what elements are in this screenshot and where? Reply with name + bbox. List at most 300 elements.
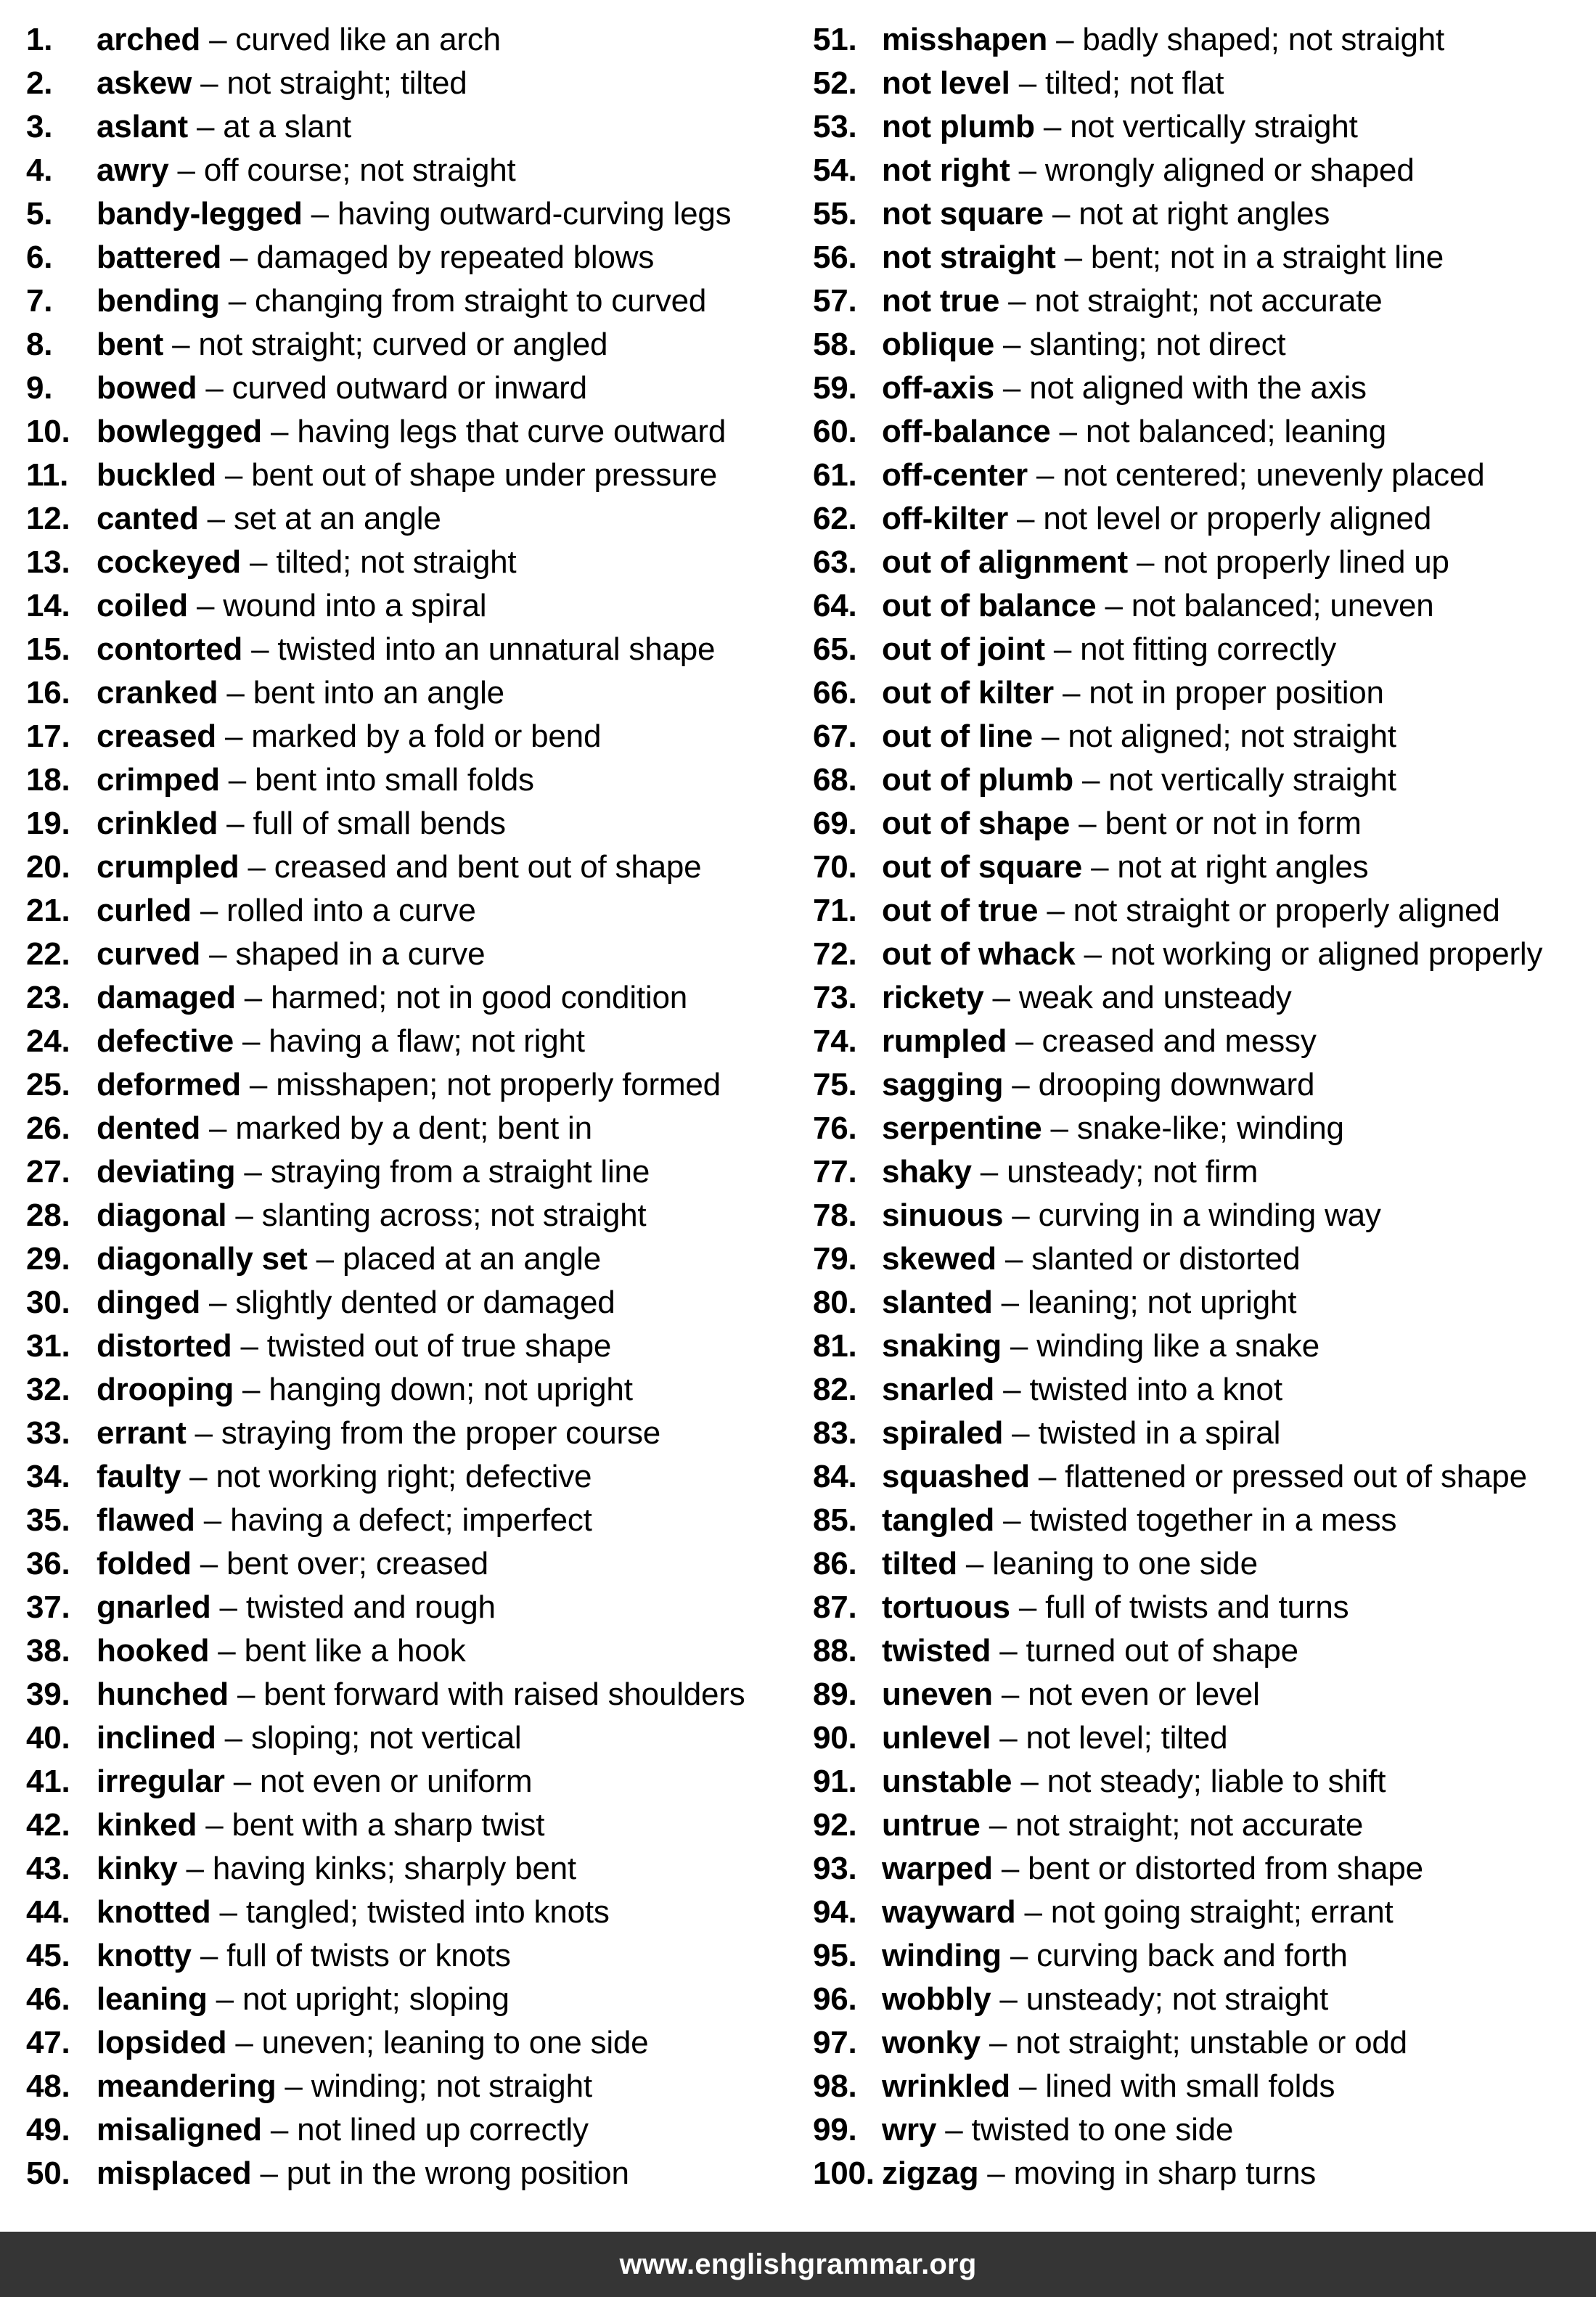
item-separator: –	[980, 1807, 1016, 1843]
item-body	[97, 1368, 633, 1412]
list-item	[813, 497, 1593, 541]
item-term: curled	[97, 893, 192, 928]
item-number: 20.	[26, 849, 70, 885]
item-definition: marked by a fold or bend	[251, 718, 602, 754]
item-number: 29.	[26, 1241, 70, 1277]
item-separator: –	[210, 1589, 246, 1625]
item-separator: –	[992, 1676, 1028, 1712]
item-term: slanted	[882, 1285, 993, 1320]
item-term: not true	[882, 283, 1000, 319]
item-body	[97, 758, 534, 802]
item-number: 34.	[26, 1459, 70, 1494]
item-body	[882, 671, 1384, 715]
item-separator: –	[163, 327, 199, 362]
item-number: 2.	[26, 65, 53, 101]
item-body	[882, 1020, 1317, 1063]
item-definition: not steady; liable to shift	[1047, 1764, 1386, 1799]
list-item	[813, 1107, 1593, 1150]
item-separator: –	[228, 1676, 264, 1712]
item-number: 16.	[26, 675, 70, 711]
item-number: 7.	[26, 283, 53, 319]
item-term: crumpled	[97, 849, 240, 885]
item-definition: not straight; tilted	[226, 65, 467, 101]
item-body	[97, 933, 485, 976]
item-body	[882, 236, 1444, 279]
item-number: 10.	[26, 414, 70, 449]
item-term: dinged	[97, 1285, 201, 1320]
item-term: spiraled	[882, 1415, 1004, 1451]
item-definition: twisted out of true shape	[266, 1328, 612, 1364]
item-separator: –	[999, 283, 1035, 319]
item-term: battered	[97, 239, 221, 275]
item-body	[882, 1237, 1300, 1281]
item-body	[882, 2021, 1407, 2065]
list-item	[813, 1194, 1593, 1237]
item-number: 87.	[813, 1589, 857, 1625]
item-number: 100.	[813, 2155, 875, 2191]
item-number: 51.	[813, 22, 857, 57]
item-number: 98.	[813, 2068, 857, 2104]
list-item	[813, 802, 1593, 845]
item-definition: bent or distorted from shape	[1028, 1851, 1423, 1886]
item-term: damaged	[97, 980, 236, 1015]
item-definition: not upright; sloping	[242, 1981, 510, 2017]
item-number: 18.	[26, 762, 70, 798]
item-definition: not aligned with the axis	[1029, 370, 1367, 406]
item-number: 26.	[26, 1110, 70, 1146]
list-item	[813, 1586, 1593, 1629]
item-definition: having legs that curve outward	[297, 414, 727, 449]
item-term: askew	[97, 65, 192, 101]
item-separator: –	[994, 327, 1030, 362]
list-item	[813, 1847, 1593, 1891]
item-body	[97, 1978, 510, 2021]
item-number: 74.	[813, 1023, 857, 1059]
item-definition: winding; not straight	[311, 2068, 592, 2104]
item-number: 5.	[26, 196, 53, 232]
item-separator: –	[232, 1328, 267, 1364]
item-term: not level	[882, 65, 1010, 101]
item-body	[97, 279, 706, 323]
item-definition: put in the wrong position	[286, 2155, 629, 2191]
item-number: 53.	[813, 109, 857, 144]
list-item	[26, 628, 788, 671]
list-item	[813, 628, 1593, 671]
item-body	[97, 1237, 601, 1281]
item-body	[882, 1716, 1227, 1760]
item-definition: not straight; unstable or odd	[1015, 2025, 1407, 2060]
list-item	[26, 1934, 788, 1978]
item-definition: not in proper position	[1089, 675, 1384, 711]
item-definition: not straight; not accurate	[1015, 1807, 1364, 1843]
item-number: 62.	[813, 501, 857, 536]
item-body	[882, 715, 1396, 758]
list-item	[813, 584, 1593, 628]
item-definition: bent like a hook	[244, 1633, 466, 1669]
item-term: misaligned	[97, 2112, 262, 2147]
list-item	[813, 1324, 1593, 1368]
item-term: bending	[97, 283, 220, 319]
item-definition: straying from a straight line	[270, 1154, 650, 1190]
list-item	[26, 1324, 788, 1368]
item-number: 52.	[813, 65, 857, 101]
item-body	[97, 1760, 532, 1803]
item-body	[97, 1803, 544, 1847]
item-term: contorted	[97, 631, 243, 667]
item-body	[97, 889, 476, 933]
list-item	[813, 1629, 1593, 1673]
item-body	[97, 1455, 592, 1499]
item-definition: moving in sharp turns	[1013, 2155, 1317, 2191]
item-number: 66.	[813, 675, 857, 711]
item-separator: –	[1082, 849, 1118, 885]
item-number: 27.	[26, 1154, 70, 1190]
item-body	[882, 1455, 1527, 1499]
item-number: 38.	[26, 1633, 70, 1669]
item-term: knotted	[97, 1894, 211, 1930]
item-term: twisted	[882, 1633, 991, 1669]
list-item	[26, 497, 788, 541]
item-number: 67.	[813, 718, 857, 754]
item-term: off-kilter	[882, 501, 1009, 536]
item-body	[97, 2152, 629, 2195]
item-number: 63.	[813, 544, 857, 580]
list-item	[26, 367, 788, 410]
item-body	[97, 497, 441, 541]
item-term: deviating	[97, 1154, 236, 1190]
list-item	[26, 1716, 788, 1760]
item-body	[97, 976, 687, 1020]
list-item	[813, 1020, 1593, 1063]
item-definition: twisted together in a mess	[1029, 1502, 1397, 1538]
item-separator: –	[240, 1067, 277, 1102]
item-definition: unsteady; not straight	[1026, 1981, 1328, 2017]
item-definition: bent into small folds	[255, 762, 534, 798]
item-number: 69.	[813, 806, 857, 841]
item-separator: –	[207, 1981, 242, 2017]
item-term: unstable	[882, 1764, 1012, 1799]
item-definition: twisted into a knot	[1029, 1372, 1282, 1407]
item-term: tilted	[882, 1546, 957, 1581]
item-separator: –	[234, 1372, 269, 1407]
list-item	[813, 1499, 1593, 1542]
item-definition: wrongly aligned or shaped	[1044, 152, 1415, 188]
item-body	[97, 192, 731, 236]
item-term: out of alignment	[882, 544, 1128, 580]
item-definition: curved like an arch	[235, 22, 501, 57]
item-number: 59.	[813, 370, 857, 406]
item-number: 71.	[813, 893, 857, 928]
item-body	[882, 802, 1362, 845]
item-separator: –	[992, 1851, 1028, 1886]
list-item	[26, 1586, 788, 1629]
item-definition: not straight; not accurate	[1034, 283, 1383, 319]
item-term: misplaced	[97, 2155, 252, 2191]
item-separator: –	[224, 1764, 261, 1799]
item-definition: not fitting correctly	[1080, 631, 1336, 667]
item-separator: –	[261, 414, 298, 449]
list-item	[26, 1237, 788, 1281]
item-number: 19.	[26, 806, 70, 841]
item-separator: –	[980, 2025, 1016, 2060]
list-item	[813, 715, 1593, 758]
item-separator: –	[191, 893, 227, 928]
item-number: 32.	[26, 1372, 70, 1407]
item-definition: at a slant	[223, 109, 351, 144]
item-definition: bent; not in a straight line	[1090, 239, 1444, 275]
list-item	[813, 541, 1593, 584]
item-definition: drooping downward	[1038, 1067, 1315, 1102]
item-separator: –	[1043, 196, 1079, 232]
item-term: bandy-legged	[97, 196, 303, 232]
item-body	[97, 541, 516, 584]
item-body	[882, 1629, 1298, 1673]
item-body	[882, 18, 1444, 62]
item-term: bowed	[97, 370, 197, 406]
item-number: 64.	[813, 588, 857, 623]
item-body	[882, 2152, 1316, 2195]
item-separator: –	[221, 239, 257, 275]
item-number: 57.	[813, 283, 857, 319]
item-number: 76.	[813, 1110, 857, 1146]
item-definition: bent over; creased	[226, 1546, 488, 1581]
list-item	[26, 671, 788, 715]
item-term: diagonally set	[97, 1241, 308, 1277]
item-term: out of true	[882, 893, 1039, 928]
list-item	[813, 105, 1593, 149]
item-number: 4.	[26, 152, 53, 188]
item-definition: not centered; unevenly placed	[1063, 457, 1485, 493]
item-term: not right	[882, 152, 1010, 188]
item-body	[882, 1368, 1282, 1412]
item-definition: not balanced; uneven	[1131, 588, 1434, 623]
item-body	[882, 1499, 1396, 1542]
item-body	[882, 889, 1500, 933]
item-body	[882, 410, 1386, 454]
item-definition: bent or not in form	[1105, 806, 1362, 841]
item-number: 93.	[813, 1851, 857, 1886]
item-number: 86.	[813, 1546, 857, 1581]
item-definition: bent with a sharp twist	[232, 1807, 545, 1843]
item-number: 91.	[813, 1764, 857, 1799]
item-separator: –	[1050, 414, 1086, 449]
item-separator: –	[957, 1546, 993, 1581]
item-number: 95.	[813, 1938, 857, 1973]
item-separator: –	[1070, 806, 1105, 841]
item-separator: –	[1075, 936, 1110, 972]
item-term: deformed	[97, 1067, 241, 1102]
item-body	[882, 1978, 1328, 2021]
item-number: 6.	[26, 239, 53, 275]
item-number: 28.	[26, 1197, 70, 1233]
item-term: meandering	[97, 2068, 277, 2104]
list-item	[26, 105, 788, 149]
list-item	[26, 758, 788, 802]
item-body	[97, 1629, 466, 1673]
list-item	[26, 1107, 788, 1150]
list-item	[813, 758, 1593, 802]
item-number: 47.	[26, 2025, 70, 2060]
item-body	[882, 1324, 1319, 1368]
item-separator: –	[994, 1372, 1030, 1407]
item-definition: not level; tilted	[1026, 1720, 1228, 1756]
item-term: defective	[97, 1023, 234, 1059]
item-definition: bent forward with raised shoulders	[263, 1676, 745, 1712]
item-definition: not at right angles	[1117, 849, 1369, 885]
item-body	[97, 584, 486, 628]
item-number: 13.	[26, 544, 70, 580]
list-item	[26, 1978, 788, 2021]
item-definition: not working or aligned properly	[1110, 936, 1543, 972]
item-term: crinkled	[97, 806, 218, 841]
item-term: untrue	[882, 1807, 981, 1843]
footer-banner	[0, 2232, 1596, 2297]
item-separator: –	[219, 283, 255, 319]
list-item	[813, 1542, 1593, 1586]
list-item	[813, 62, 1593, 105]
item-body	[882, 933, 1542, 976]
item-term: off-center	[882, 457, 1028, 493]
item-definition: full of small bends	[253, 806, 506, 841]
item-number: 92.	[813, 1807, 857, 1843]
list-item	[26, 1803, 788, 1847]
item-number: 35.	[26, 1502, 70, 1538]
item-definition: set at an angle	[233, 501, 441, 536]
item-number: 56.	[813, 239, 857, 275]
item-body	[882, 1063, 1314, 1107]
item-separator: –	[1007, 1023, 1042, 1059]
item-body	[882, 976, 1292, 1020]
item-definition: turned out of shape	[1026, 1633, 1298, 1669]
item-term: not plumb	[882, 109, 1035, 144]
item-definition: slanted or distorted	[1031, 1241, 1301, 1277]
item-term: bowlegged	[97, 414, 262, 449]
item-term: wrinkled	[882, 2068, 1010, 2104]
item-term: misshapen	[882, 22, 1048, 57]
list-item	[813, 1760, 1593, 1803]
item-body	[97, 1542, 488, 1586]
list-item	[813, 2065, 1593, 2108]
item-separator: –	[1055, 239, 1091, 275]
item-separator: –	[218, 675, 253, 711]
item-definition: lined with small folds	[1045, 2068, 1335, 2104]
list-item	[813, 845, 1593, 889]
item-term: distorted	[97, 1328, 232, 1364]
item-separator: –	[994, 1502, 1030, 1538]
list-item	[813, 1063, 1593, 1107]
list-item	[813, 889, 1593, 933]
item-number: 68.	[813, 762, 857, 798]
item-term: tortuous	[882, 1589, 1010, 1625]
item-definition: bent out of shape under pressure	[251, 457, 718, 493]
item-body	[882, 1194, 1381, 1237]
item-number: 30.	[26, 1285, 70, 1320]
item-number: 94.	[813, 1894, 857, 1930]
list-item	[813, 1412, 1593, 1455]
item-term: snaking	[882, 1328, 1002, 1364]
item-term: inclined	[97, 1720, 216, 1756]
item-body	[97, 62, 467, 105]
item-term: wry	[882, 2112, 937, 2147]
item-number: 23.	[26, 980, 70, 1015]
item-term: out of balance	[882, 588, 1097, 623]
item-separator: –	[1010, 2068, 1046, 2104]
item-number: 60.	[813, 414, 857, 449]
item-body	[97, 18, 501, 62]
item-definition: slightly dented or damaged	[235, 1285, 615, 1320]
item-separator: –	[1029, 1459, 1065, 1494]
item-term: errant	[97, 1415, 187, 1451]
item-number: 96.	[813, 1981, 857, 2017]
item-separator: –	[994, 370, 1030, 406]
list-item	[813, 1803, 1593, 1847]
item-body	[97, 1934, 511, 1978]
list-item	[813, 1673, 1593, 1716]
list-item	[813, 18, 1593, 62]
item-definition: not lined up correctly	[297, 2112, 589, 2147]
word-list-column-right	[813, 18, 1593, 2195]
item-body	[97, 1150, 650, 1194]
item-number: 42.	[26, 1807, 70, 1843]
item-number: 50.	[26, 2155, 70, 2191]
item-term: off-axis	[882, 370, 994, 406]
item-definition: tangled; twisted into knots	[245, 1894, 610, 1930]
item-term: coiled	[97, 588, 188, 623]
item-term: wonky	[882, 2025, 981, 2060]
item-term: rumpled	[882, 1023, 1007, 1059]
item-definition: sloping; not vertical	[250, 1720, 522, 1756]
item-body	[882, 584, 1434, 628]
item-term: sinuous	[882, 1197, 1004, 1233]
item-separator: –	[261, 2112, 298, 2147]
item-number: 15.	[26, 631, 70, 667]
item-separator: –	[197, 1807, 232, 1843]
item-term: dented	[97, 1110, 201, 1146]
item-term: off-balance	[882, 414, 1051, 449]
item-definition: having a flaw; not right	[269, 1023, 585, 1059]
item-number: 14.	[26, 588, 70, 623]
item-term: awry	[97, 152, 169, 188]
item-definition: creased and bent out of shape	[274, 849, 702, 885]
item-number: 46.	[26, 1981, 70, 2017]
item-number: 97.	[813, 2025, 857, 2060]
item-body	[97, 1847, 576, 1891]
item-separator: –	[1034, 109, 1071, 144]
item-body	[882, 1760, 1386, 1803]
item-term: lopsided	[97, 2025, 227, 2060]
item-separator: –	[177, 1851, 213, 1886]
item-number: 39.	[26, 1676, 70, 1712]
item-separator: –	[191, 1546, 227, 1581]
item-number: 73.	[813, 980, 857, 1015]
list-item	[813, 2021, 1593, 2065]
item-definition: curved outward or inward	[232, 370, 587, 406]
item-number: 37.	[26, 1589, 70, 1625]
item-number: 84.	[813, 1459, 857, 1494]
item-separator: –	[996, 1241, 1032, 1277]
item-separator: –	[216, 457, 252, 493]
item-number: 41.	[26, 1764, 70, 1799]
item-definition: slanting; not direct	[1029, 327, 1286, 362]
item-body	[97, 1063, 721, 1107]
item-separator: –	[936, 2112, 972, 2147]
item-body	[882, 62, 1224, 105]
item-number: 40.	[26, 1720, 70, 1756]
list-item	[26, 2021, 788, 2065]
item-body	[97, 845, 701, 889]
item-number: 31.	[26, 1328, 70, 1364]
item-number: 79.	[813, 1241, 857, 1277]
